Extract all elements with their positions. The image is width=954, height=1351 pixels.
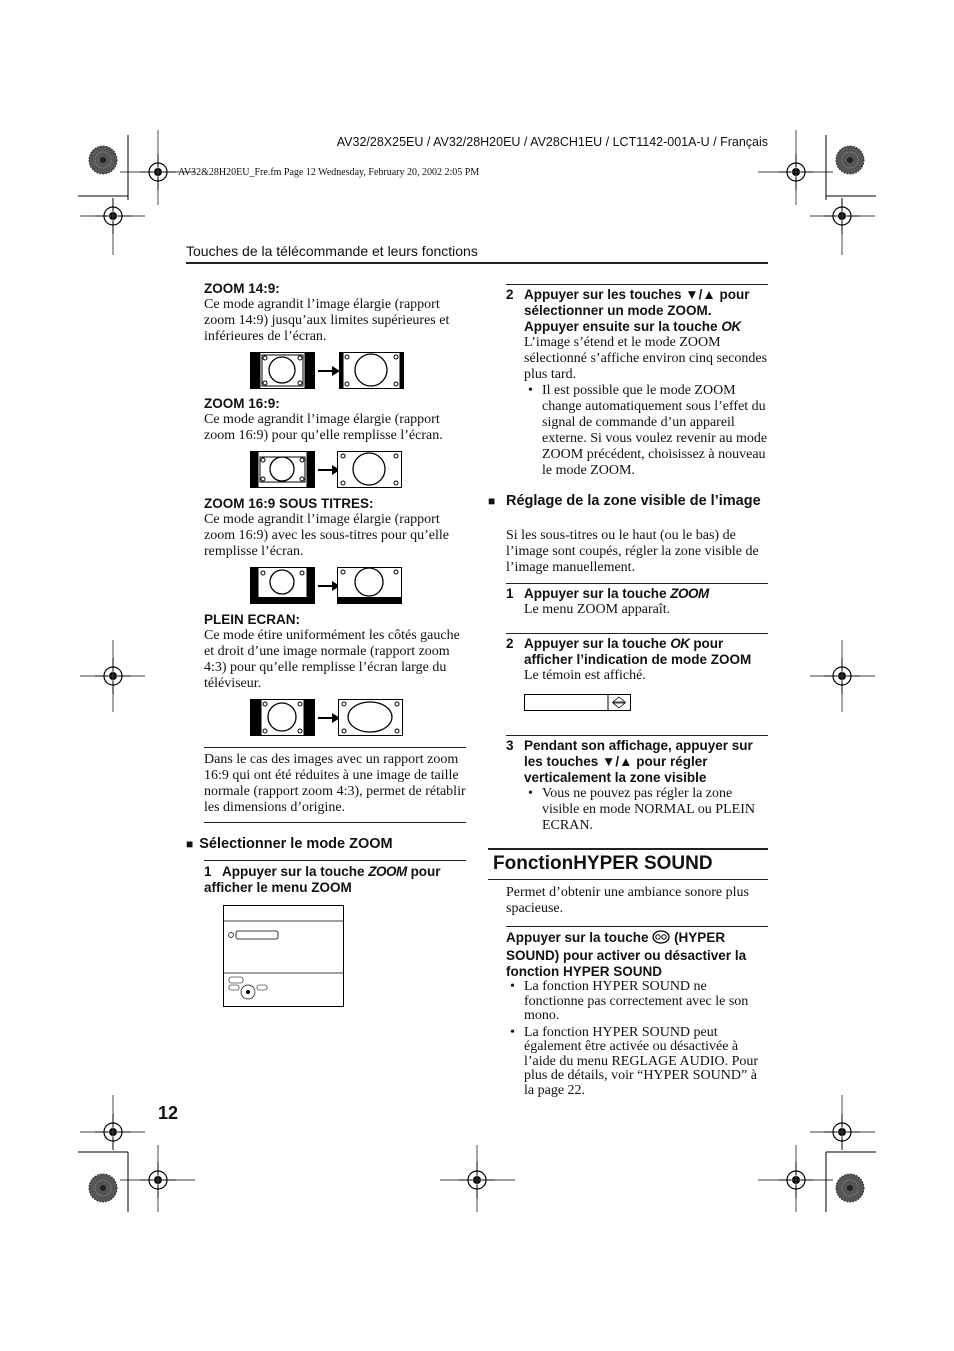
reglage-heading (488, 492, 768, 510)
header-rule (186, 262, 768, 264)
step-number: 2 (506, 287, 514, 302)
zoom169st-text: Ce mode agrandit l’image élargie (rapport zoom 16:9) avec les sous-titres pour qu’elle remplisse l’écran. (204, 512, 449, 559)
note-rule-top (204, 747, 466, 748)
plein-text: Ce mode étire uniformément les côtés gauche et droit d’une image normale (rapport zoom 4:3) pour qu’elle remplisse l’écran large du téléviseur. (204, 628, 460, 691)
hyper-step-post: (HYPER SOUND) pour activer ou désactiver la fonction HYPER SOUND (506, 930, 747, 979)
r-step1-heading (506, 586, 768, 602)
square-bullet-icon: ■ (488, 494, 496, 508)
hyper-text: Permet d’obtenir une ambiance sonore plus spacieuse. (506, 885, 749, 916)
square-bullet-icon: ■ (186, 837, 194, 851)
r-step2-text: Le témoin est affiché. (524, 668, 646, 683)
zoom169-block (204, 396, 466, 444)
hyper-bullet-1: • La fonction HYPER SOUND ne fonctionne pas correctement avec le son mono. (506, 980, 768, 1024)
hyper-bullet-2: • La fonction HYPER SOUND peut également être activée ou désactivée à l’aide du menu REGLAGE AUDIO. Pour plus de détails, voir “HYPER SOUND” à la page 22. (506, 1026, 768, 1099)
step-number: 3 (506, 738, 514, 753)
right-step2-heading (506, 287, 768, 335)
r-step3-rule (506, 735, 768, 736)
r-step3-line: Pendant son affichage, appuyer sur les touches ▼/▲ pour régler verticalement la zone visible (524, 738, 753, 785)
hyper-step-pre: Appuyer sur la touche (506, 930, 649, 945)
ok-key-icon: OK (670, 636, 690, 651)
select-zoom-heading-text: Sélectionner le mode ZOOM (199, 836, 393, 852)
zoom-key-icon: ZOOM (670, 586, 709, 601)
note-text: Dans le cas des images avec un rapport zoom 16:9 qui ont été réduites à une image de taille normale (rapport zoom 4:3), permet de rétablir les dimensions d’origine. (204, 752, 466, 815)
model-line: AV32/28X25EU / AV32/28H20EU / AV28CH1EU / LCT1142-001A-U / Français (336, 135, 768, 149)
plein-block (204, 612, 466, 692)
note-rule-bottom (204, 822, 466, 823)
step2-line2: Appuyer ensuite sur la touche (524, 319, 718, 334)
zoom169st-block (204, 496, 466, 560)
hyper-step-rule (506, 926, 768, 927)
page-number: 12 (158, 1103, 179, 1123)
left-column (204, 281, 466, 345)
right-step2-text: L’image s’étend et le mode ZOOM sélectionné s’affiche environ cinq secondes plus tard. (524, 335, 768, 382)
step2-line1: Appuyer sur les touches ▼/▲ pour sélectionner un mode ZOOM. (524, 287, 750, 318)
reglage-text: Si les sous-titres ou le haut (ou le bas) de l’image sont coupés, régler la zone visible de l’image manuellement. (506, 528, 759, 575)
zoom149-text: Ce mode agrandit l’image élargie (rapport zoom 14:9) jusqu’aux limites supérieures et inférieures de l’écran. (204, 297, 450, 344)
r-step1-rule (506, 583, 768, 584)
step-number: 1 (506, 586, 514, 601)
step1-post: pour afficher le menu ZOOM (204, 864, 441, 895)
zoom149-title: ZOOM 14:9: (204, 281, 280, 296)
r-step1 (506, 586, 768, 618)
r-step2-rule (506, 633, 768, 634)
zoom-key-icon: ZOOM (368, 864, 407, 879)
step-number: 2 (506, 636, 514, 651)
step1-pre: Appuyer sur la touche (222, 864, 365, 879)
r-step2-post: pour afficher l’indication de mode ZOOM (524, 636, 752, 667)
r-step3 (506, 738, 768, 834)
right-step2 (506, 287, 768, 479)
r-step2-heading (506, 636, 768, 668)
hyper-bullets (506, 980, 768, 1098)
r-step3-bullet: • Vous ne pouvez pas régler la zone visible en mode NORMAL ou PLEIN ECRAN. (524, 786, 768, 834)
plein-title: PLEIN ECRAN: (204, 612, 301, 627)
plein-diagram (250, 699, 404, 742)
file-info: AV32&28H20EU_Fre.fm Page 12 Wednesday, February 20, 2002 2:05 PM (178, 167, 480, 178)
zoom-indicator (524, 694, 632, 717)
right-step2-rule (506, 284, 768, 285)
zoom169-title: ZOOM 16:9: (204, 396, 280, 411)
r-step2 (506, 636, 768, 684)
section-title: Touches de la télécommande et leurs fonctions (186, 243, 478, 259)
zoom-menu-screen (223, 905, 344, 1012)
zoom169st-diagram (250, 567, 404, 610)
hyper-step (506, 930, 768, 980)
step-number: 1 (204, 864, 212, 879)
ok-key-icon: OK (721, 319, 741, 334)
r-step1-text: Le menu ZOOM apparaît. (524, 602, 671, 617)
zoom169st-title: ZOOM 16:9 SOUS TITRES: (204, 496, 374, 511)
hyper-rule-bottom (488, 879, 768, 880)
left-step1 (204, 864, 466, 896)
zoom169-diagram (250, 451, 404, 494)
hyper-rule-top (488, 848, 768, 850)
right-step2-bullet: • Il est possible que le mode ZOOM change automatiquement sous l’effet du signal de commande d’un appareil externe. Si vous voulez revenir au mode ZOOM précédent, choisissez à nouveau le mode ZOOM. (524, 383, 768, 479)
hyper-sound-icon (652, 930, 670, 948)
zoom169-text: Ce mode agrandit l’image élargie (rapport zoom 16:9) pour qu’elle remplisse l’écran. (204, 412, 443, 443)
r-step3-heading (506, 738, 768, 786)
zoom149-diagram (250, 352, 404, 395)
r-step2-pre: Appuyer sur la touche (524, 636, 667, 651)
hyper-title: FonctionHYPER SOUND (493, 853, 713, 874)
r-step1-pre: Appuyer sur la touche (524, 586, 667, 601)
reglage-heading-text: Réglage de la zone visible de l’image (506, 493, 761, 509)
step1-rule (204, 860, 466, 861)
select-zoom-heading (186, 836, 393, 852)
